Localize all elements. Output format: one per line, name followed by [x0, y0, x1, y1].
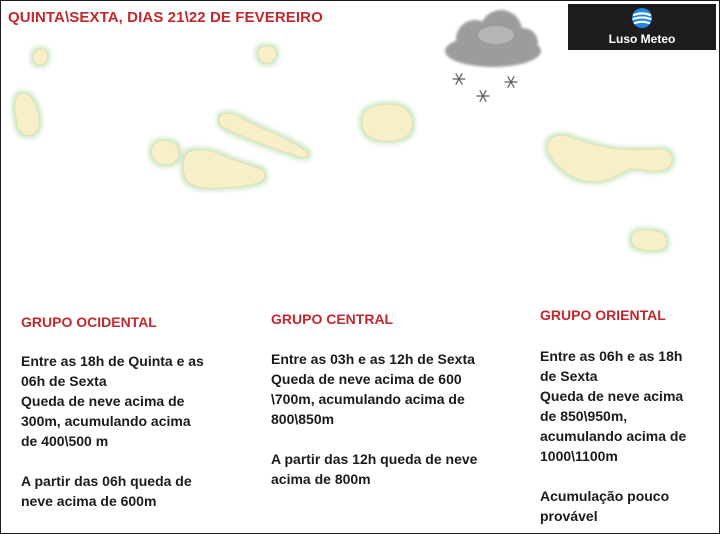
group-oriental-text	[540, 346, 715, 526]
island-santa-maria	[631, 230, 666, 251]
group-ocidental-text	[21, 351, 251, 511]
forecast-line: acima de 800m	[271, 471, 371, 487]
forecast-line: \700m, acumulando acima de	[271, 391, 465, 407]
forecast-line: Queda de neve acima de 600	[271, 371, 462, 387]
forecast-line: A partir das 12h queda de neve	[271, 451, 478, 467]
forecast-line: 1000\1100m	[540, 448, 618, 464]
forecast-line: provável	[540, 508, 598, 524]
forecast-line: neve acima de 600m	[21, 493, 157, 509]
forecast-line: Entre as 06h e as 18h	[540, 348, 683, 364]
forecast-line: A partir das 06h queda de	[21, 473, 192, 489]
forecast-line: Queda de neve acima	[540, 388, 684, 404]
forecast-line: Entre as 03h e as 12h de Sexta	[271, 351, 475, 367]
forecast-line: Acumulação pouco	[540, 488, 670, 504]
group-central-title: GRUPO CENTRAL	[271, 311, 394, 327]
island-sao-miguel	[547, 136, 672, 182]
globe-icon	[631, 7, 653, 29]
forecast-line: 300m, acumulando acima	[21, 413, 191, 429]
forecast-line: de 400\500 m	[21, 433, 109, 449]
island-pico	[183, 150, 265, 188]
forecast-line: de 850\950m,	[540, 408, 628, 424]
snowflake-icon	[477, 91, 489, 101]
group-oriental-title: GRUPO ORIENTAL	[540, 307, 666, 323]
island-faial	[152, 141, 179, 165]
island-sao-jorge	[219, 113, 308, 157]
forecast-line: 06h de Sexta	[21, 373, 107, 389]
group-central-text	[271, 349, 521, 489]
group-ocidental-title: GRUPO OCIDENTAL	[21, 314, 157, 330]
brand-logo	[568, 4, 716, 50]
snowflake-icon	[453, 74, 465, 84]
forecast-line: 800\850m	[271, 411, 335, 427]
forecast-line: Entre as 18h de Quinta e as	[21, 353, 204, 369]
island-terceira	[362, 104, 413, 141]
forecast-line: de Sexta	[540, 368, 598, 384]
forecast-title: QUINTA\SEXTA, DIAS 21\22 DE FEVEREIRO	[8, 9, 323, 26]
island-graciosa	[258, 46, 276, 63]
snow-cloud-icon	[445, 10, 541, 101]
forecast-line: acumulando acima de	[540, 428, 687, 444]
forecast-line: Queda de neve acima de	[21, 393, 185, 409]
island-flores	[15, 94, 40, 136]
island-corvo	[33, 49, 47, 65]
snowflake-icon	[505, 77, 517, 87]
brand-name: Luso Meteo	[608, 32, 676, 46]
